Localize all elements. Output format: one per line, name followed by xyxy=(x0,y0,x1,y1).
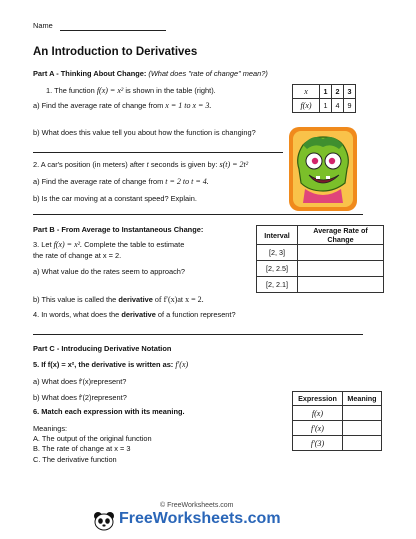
question-1: 1. The function f(x) = x² is shown in the table (right). xyxy=(46,86,216,95)
question-2a: a) Find the average rate of change from t = 2 to t = 4. xyxy=(33,177,209,186)
table-cell: 2 xyxy=(332,85,344,99)
panda-eye-patch xyxy=(105,518,110,524)
question-1a: a) Find the average rate of change from x = 1 to x = 3. xyxy=(33,101,212,110)
divider xyxy=(33,214,363,215)
table-cell: x xyxy=(293,85,320,99)
question-5a: a) What does f′(x)represent? xyxy=(33,377,127,386)
divider xyxy=(33,334,363,335)
panda-face xyxy=(95,514,113,530)
question-5: 5. If f(x) = x², the derivative is written as: f′(x) xyxy=(33,360,189,369)
question-3a: a) What value do the rates seem to approach? xyxy=(33,267,186,276)
question-2b: b) Is the car moving at a constant speed? Explain. xyxy=(33,194,197,203)
xy-table xyxy=(292,84,356,113)
table-header: Average Rate of Change xyxy=(298,226,384,245)
meaning-item: C. The derivative function xyxy=(33,455,117,464)
table-cell[interactable] xyxy=(298,277,384,293)
table-cell[interactable] xyxy=(342,421,381,436)
question-2: 2. A car's position (in meters) after t seconds is given by: s(t) = 2t² xyxy=(33,160,249,169)
meanings-label: Meanings: xyxy=(33,424,68,433)
matching-table xyxy=(292,391,382,451)
question-6: 6. Match each expression with its meaning. xyxy=(33,407,185,416)
table-cell[interactable] xyxy=(298,261,384,277)
monster-pupil-left xyxy=(312,158,318,164)
table-header: Interval xyxy=(257,226,298,245)
part-b-heading: Part B - From Average to Instantaneous Change: xyxy=(33,225,204,234)
table-cell: 3 xyxy=(344,85,356,99)
table-header: Expression xyxy=(293,392,343,406)
meaning-item: A. The output of the original function xyxy=(33,434,152,443)
table-cell[interactable]: 9 xyxy=(344,99,356,113)
table-row: f′(x) xyxy=(293,421,343,436)
name-label: Name xyxy=(33,21,53,30)
table-row: [2, 2.5] xyxy=(257,261,298,277)
panda-eye-patch xyxy=(98,518,103,524)
monster-tooth xyxy=(316,176,320,179)
question-3b: b) This value is called the derivative of f′(x)at x = 2. xyxy=(33,295,204,304)
brand-logo-text[interactable]: FreeWorksheets.com xyxy=(119,510,281,527)
question-1b: b) What does this value tell you about how the function is changing? xyxy=(33,128,256,137)
table-row: [2, 2.1] xyxy=(257,277,298,293)
table-cell[interactable] xyxy=(342,406,381,421)
name-field-line[interactable] xyxy=(60,30,166,31)
question-3-line2: the rate of change at x = 2. xyxy=(33,251,122,260)
table-cell[interactable] xyxy=(298,245,384,261)
meaning-item: B. The rate of change at x = 3 xyxy=(33,444,131,453)
table-cell: f(x) xyxy=(293,99,320,113)
table-cell[interactable]: 4 xyxy=(332,99,344,113)
panda-icon xyxy=(93,511,115,531)
table-row: f′(3) xyxy=(293,436,343,451)
table-header: Meaning xyxy=(342,392,381,406)
divider xyxy=(33,152,283,153)
monster-tooth xyxy=(326,176,330,179)
table-cell[interactable] xyxy=(342,436,381,451)
table-cell[interactable]: 1 xyxy=(320,99,332,113)
monster-pupil-right xyxy=(329,158,335,164)
page-title: An Introduction to Derivatives xyxy=(33,46,198,58)
part-c-heading: Part C - Introducing Derivative Notation xyxy=(33,344,172,353)
question-5b: b) What does f′(2)represent? xyxy=(33,393,127,402)
table-cell: 1 xyxy=(320,85,332,99)
footer-url[interactable]: © FreeWorksheets.com xyxy=(160,502,234,509)
part-a-heading: Part A - Thinking About Change: (What does "rate of change" mean?) xyxy=(33,69,268,78)
question-4: 4. In words, what does the derivative of a function represent? xyxy=(33,310,236,319)
table-row: f(x) xyxy=(293,406,343,421)
panda-nose xyxy=(102,524,105,526)
monster-illustration xyxy=(285,123,361,215)
interval-table xyxy=(256,225,384,293)
question-3: 3. Let f(x) = x². Complete the table to estimate xyxy=(33,240,185,249)
table-row: [2, 3] xyxy=(257,245,298,261)
